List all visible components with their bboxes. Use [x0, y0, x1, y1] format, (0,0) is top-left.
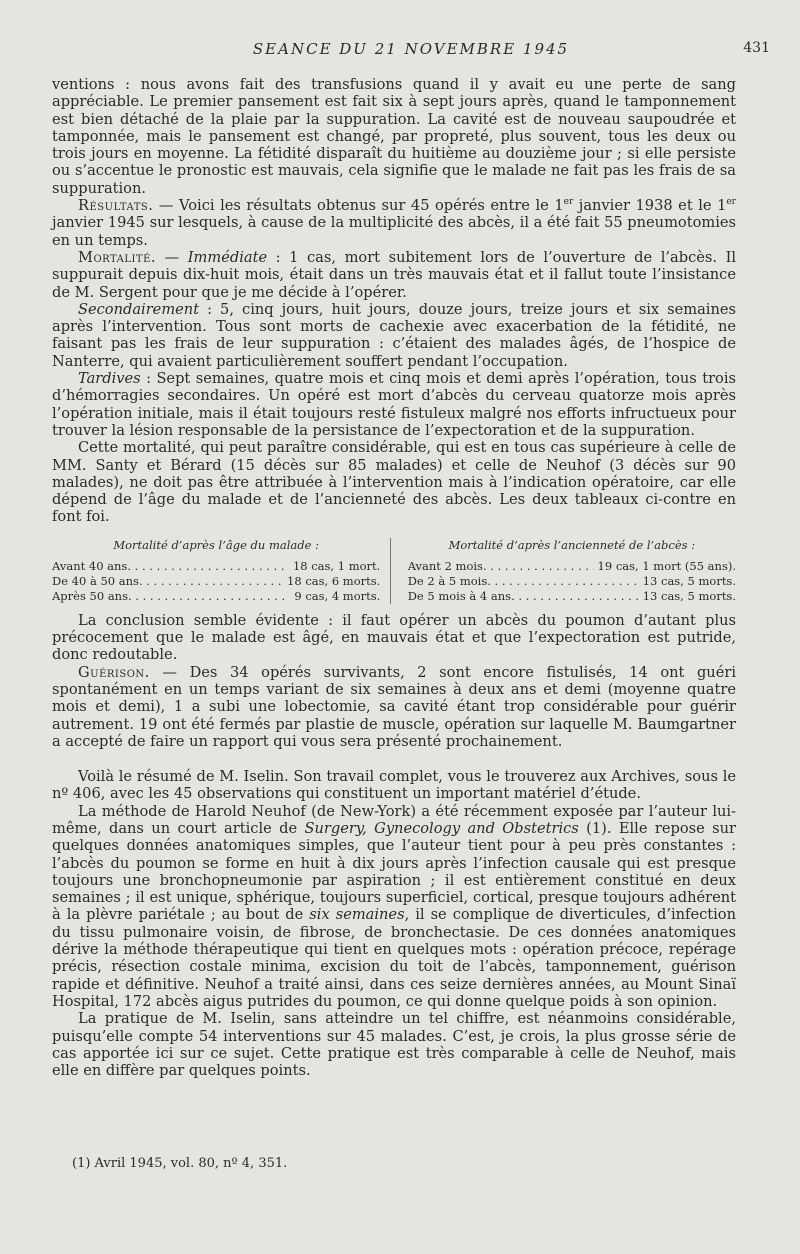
table-caption: Mortalité d’après l’ancienneté de l’abcès : — [448, 537, 696, 552]
paragraph-resume: Voilà le résumé de M. Iselin. Son travail complet, vous le trouverez aux Archives, sous le nº 406, avec les 45 observations qui constituent un important matériel d’étude. — [52, 768, 736, 803]
table-row: Avant 40 ans . . . 18 cas, 1 mort. — [52, 559, 380, 574]
journal-title: Surgery, Gynecology and Obstetrics — [304, 819, 579, 837]
table-mortality-anciennete — [402, 538, 736, 604]
paragraph-transfusions: ventions : nous avons fait des transfusions quand il y avait eu une perte de sang appréciable. Le premier pansement est fait six à sept jours après, quand le tamponnement est bien détaché de la plaie par la suppuration. La cavité est de nouveau saupoudrée et tamponnée, mais le pansement est changé, par propreté, plus souvent, tous les deux ou trois jours en moyenne. La fétidité disparaît du huitième au douzième jour ; si elle persiste ou s’accentue le pronostic est mauvais, cela signifie que le malade ne fait pas les frais de sa suppuration. — [52, 76, 736, 197]
paragraph-resultats: Résultats. — Voici les résultats obtenus sur 45 opérés entre le 1er janvier 1938 et le 1er janvier 1945 sur lesquels, à cause de la multiplicité des abcès, il a été fait 55 pneumotomies en un temps. — [52, 197, 736, 249]
section-head-mortalite: Mortalité. — [78, 248, 157, 266]
mortality-tables — [52, 538, 736, 604]
table-row: Avant 2 mois . . . 19 cas, 1 mort (55 ans). — [408, 559, 736, 574]
running-title: SEANCE DU 21 NOVEMBRE 1945 — [252, 40, 570, 58]
paragraph-neuhof: La méthode de Harold Neuhof (de New-York) a été récemment exposée par l’auteur lui-même, dans un court article de Surgery, Gynecology and Obstetrics (1). Elle repose sur quelques données anatomiques simples, que l’auteur tient pour à peu près constantes : l’abcès du poumon se forme en huit à dix jours après l’infection causale qui est presque toujours une bronchopneumonie par aspiration ; il est entièrement constitué en deux semaines ; il est unique, sphérique, toujours superficiel, cortical, presque toujours adhérent à la plèvre pariétale ; au bout de six semaines, il se complique de diverticules, d’infection du tissu pulmonaire voisin, de fibrose, de bronchectasie. De ces données anatomiques dérive la méthode thérapeutique qui tient en quelques mots : opération précoce, repérage précis, résection costale minima, excision du toit de l’abcès, tamponnement, guérison rapide et définitive. Neuhof a traité ainsi, dans ces seize dernières années, au Mount Sinaï Hospital, 172 abcès aigus putrides du poumon, ce qui donne quelque poids à son opinion. — [52, 802, 736, 1010]
page-body — [52, 76, 736, 1079]
table-row: De 2 à 5 mois . . . 13 cas, 5 morts. — [408, 574, 736, 589]
paragraph-tardives: Tardives : Sept semaines, quatre mois et cinq mois et demi après l’opération, tous trois d’hémorragies secondaires. Un opéré est mort d’abcès du cerveau quatorze mois après l’opération initiale, mais il était toujours resté fistuleux malgré nos efforts infructueux pour trouver la lésion responsable de la persistance de l’expectoration et de la suppuration. — [52, 370, 736, 439]
paragraph-mortalite-discussion: Cette mortalité, qui peut paraître considérable, qui est en tous cas supérieure à celle de MM. Santy et Bérard (15 décès sur 85 malades) et celle de Neuhof (3 décès sur 90 malades), ne doit pas être attribuée à l’intervention mais à l’indication opératoire, car elle dépend de l’âge du malade et de l’ancienneté des abcès. Les deux tableaux ci-contre en font foi. — [52, 439, 736, 526]
footnote: (1) Avril 1945, vol. 80, nº 4, 351. — [72, 1156, 288, 1171]
section-head-guerison: Guérison. — [78, 663, 150, 681]
table-row: Après 50 ans . . . 9 cas, 4 morts. — [52, 589, 380, 604]
page-header — [52, 40, 770, 62]
section-head-resultats: Résultats. — [78, 197, 154, 215]
table-row: De 40 à 50 ans . . . 18 cas, 6 morts. — [52, 574, 380, 589]
page-number: 431 — [743, 40, 770, 56]
table-row: De 5 mois à 4 ans . . . 13 cas, 5 morts. — [408, 589, 736, 604]
table-caption: Mortalité d’après l’âge du malade : — [113, 537, 319, 552]
table-mortality-age — [52, 538, 391, 604]
paragraph-secondairement: Secondairement : 5, cinq jours, huit jours, douze jours, treize jours et six semaines après l’intervention. Tous sont morts de cachexie avec exacerbation de la fétidité, ne faisant pas les frais de leur suppuration : c’étaient des malades âgés, de l’hospice de Nanterre, qui avaient particulièrement souffert pendant l’occupation. — [52, 300, 736, 370]
paragraph-mortalite: Mortalité. — Immédiate : 1 cas, mort subitement lors de l’ouverture de l’abcès. Il suppurait depuis dix-huit mois, était dans un très mauvais état et il fallut toute l’insistance de M. Sergent pour que je me décide à l’opérer. — [52, 248, 737, 301]
paragraph-iselin-practice: La pratique de M. Iselin, sans atteindre un tel chiffre, est néanmoins considérable, puisqu’elle compte 54 interventions sur 45 malades. C’est, je crois, la plus grosse série de cas apportée ici sur ce sujet. Cette pratique est très comparable à celle de Neuhof, mais elle en diffère par quelques points. — [52, 1010, 736, 1080]
paragraph-conclusion: La conclusion semble évidente : il faut opérer un abcès du poumon d’autant plus précocement que le malade est âgé, en mauvais état et que l’expectoration est putride, donc redoutable. — [52, 611, 736, 664]
paragraph-guerison: Guérison. — Des 34 opérés survivants, 2 sont encore fistulisés, 14 ont guéri spontanément en un temps variant de six semaines à deux ans et demi (moyenne quatre mois et demi), 1 a subi une lobectomie, sa cavité étant trop considérable pour guérir autrement. 19 ont été fermés par plastie de muscle, opération sur laquelle M. Baumgartner a accepté de faire un rapport qui vous sera présenté prochainement. — [52, 663, 736, 750]
